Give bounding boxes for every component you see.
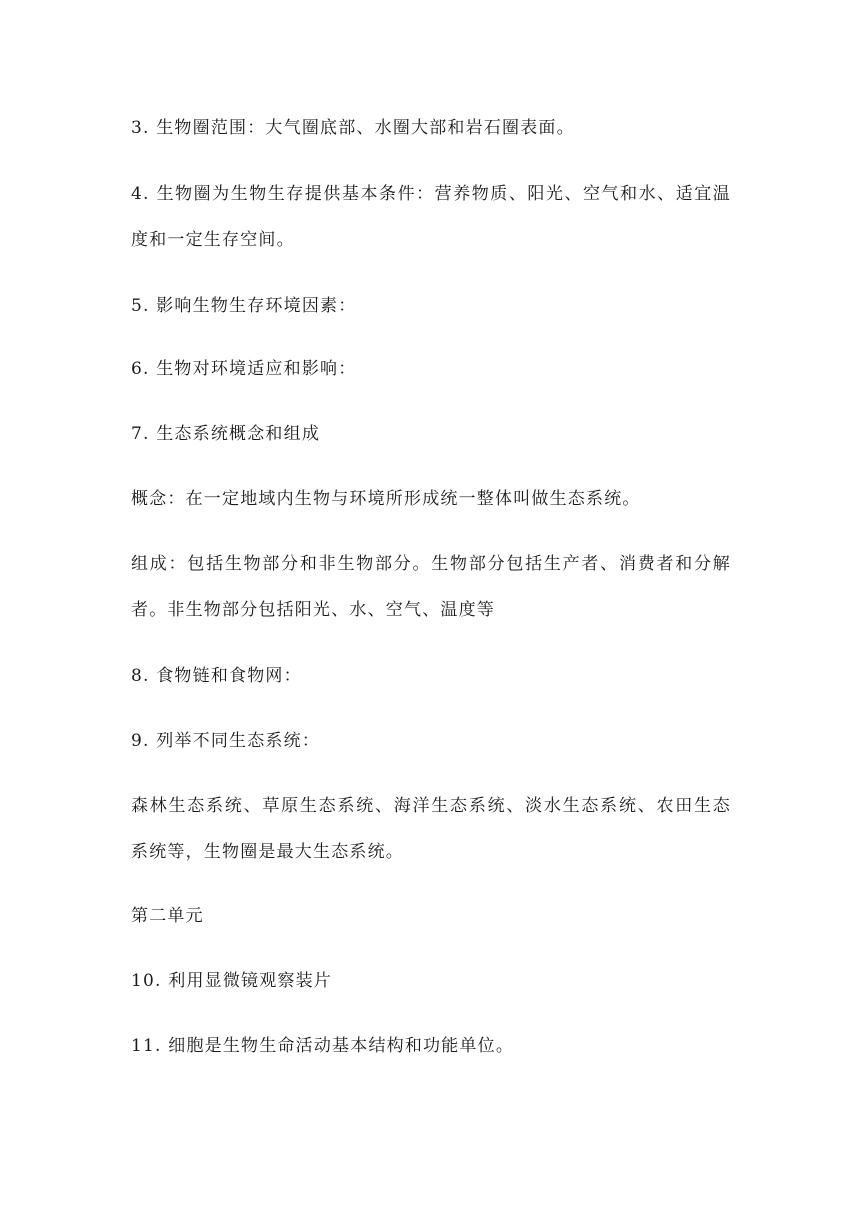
paragraph-ecosystem-concept: 概念：在一定地域内生物与环境所形成统一整体叫做生态系统。 — [131, 489, 641, 509]
paragraph-3-biosphere-range: 3. 生物圈范围：大气圈底部、水圈大部和岩石圈表面。 — [131, 118, 575, 138]
paragraph-4-biosphere-conditions: 4. 生物圈为生物生存提供基本条件：营养物质、阳光、空气和水、适宜温度和一定生存空间。 — [131, 184, 731, 250]
paragraph-11-cell: 11. 细胞是生物生命活动基本结构和功能单位。 — [131, 1036, 515, 1056]
paragraph-9-ecosystem-types: 9. 列举不同生态系统： — [131, 731, 321, 751]
paragraph-7-ecosystem-heading: 7. 生态系统概念和组成 — [131, 424, 321, 444]
paragraph-ecosystem-composition: 组成：包括生物部分和非生物部分。生物部分包括生产者、消费者和分解者。非生物部分包括阳光、水、空气、温度等 — [131, 554, 731, 620]
paragraph-6-adaptation: 6. 生物对环境适应和影响： — [131, 359, 357, 379]
paragraph-8-food-chain: 8. 食物链和食物网： — [131, 666, 302, 686]
paragraph-10-microscope: 10. 利用显微镜观察装片 — [131, 971, 333, 991]
paragraph-ecosystem-list: 森林生态系统、草原生态系统、海洋生态系统、淡水生态系统、农田生态系统等，生物圈是最大生态系统。 — [131, 796, 731, 862]
paragraph-5-environment-factors: 5. 影响生物生存环境因素： — [131, 296, 357, 316]
paragraph-unit-two-heading: 第二单元 — [131, 906, 204, 926]
